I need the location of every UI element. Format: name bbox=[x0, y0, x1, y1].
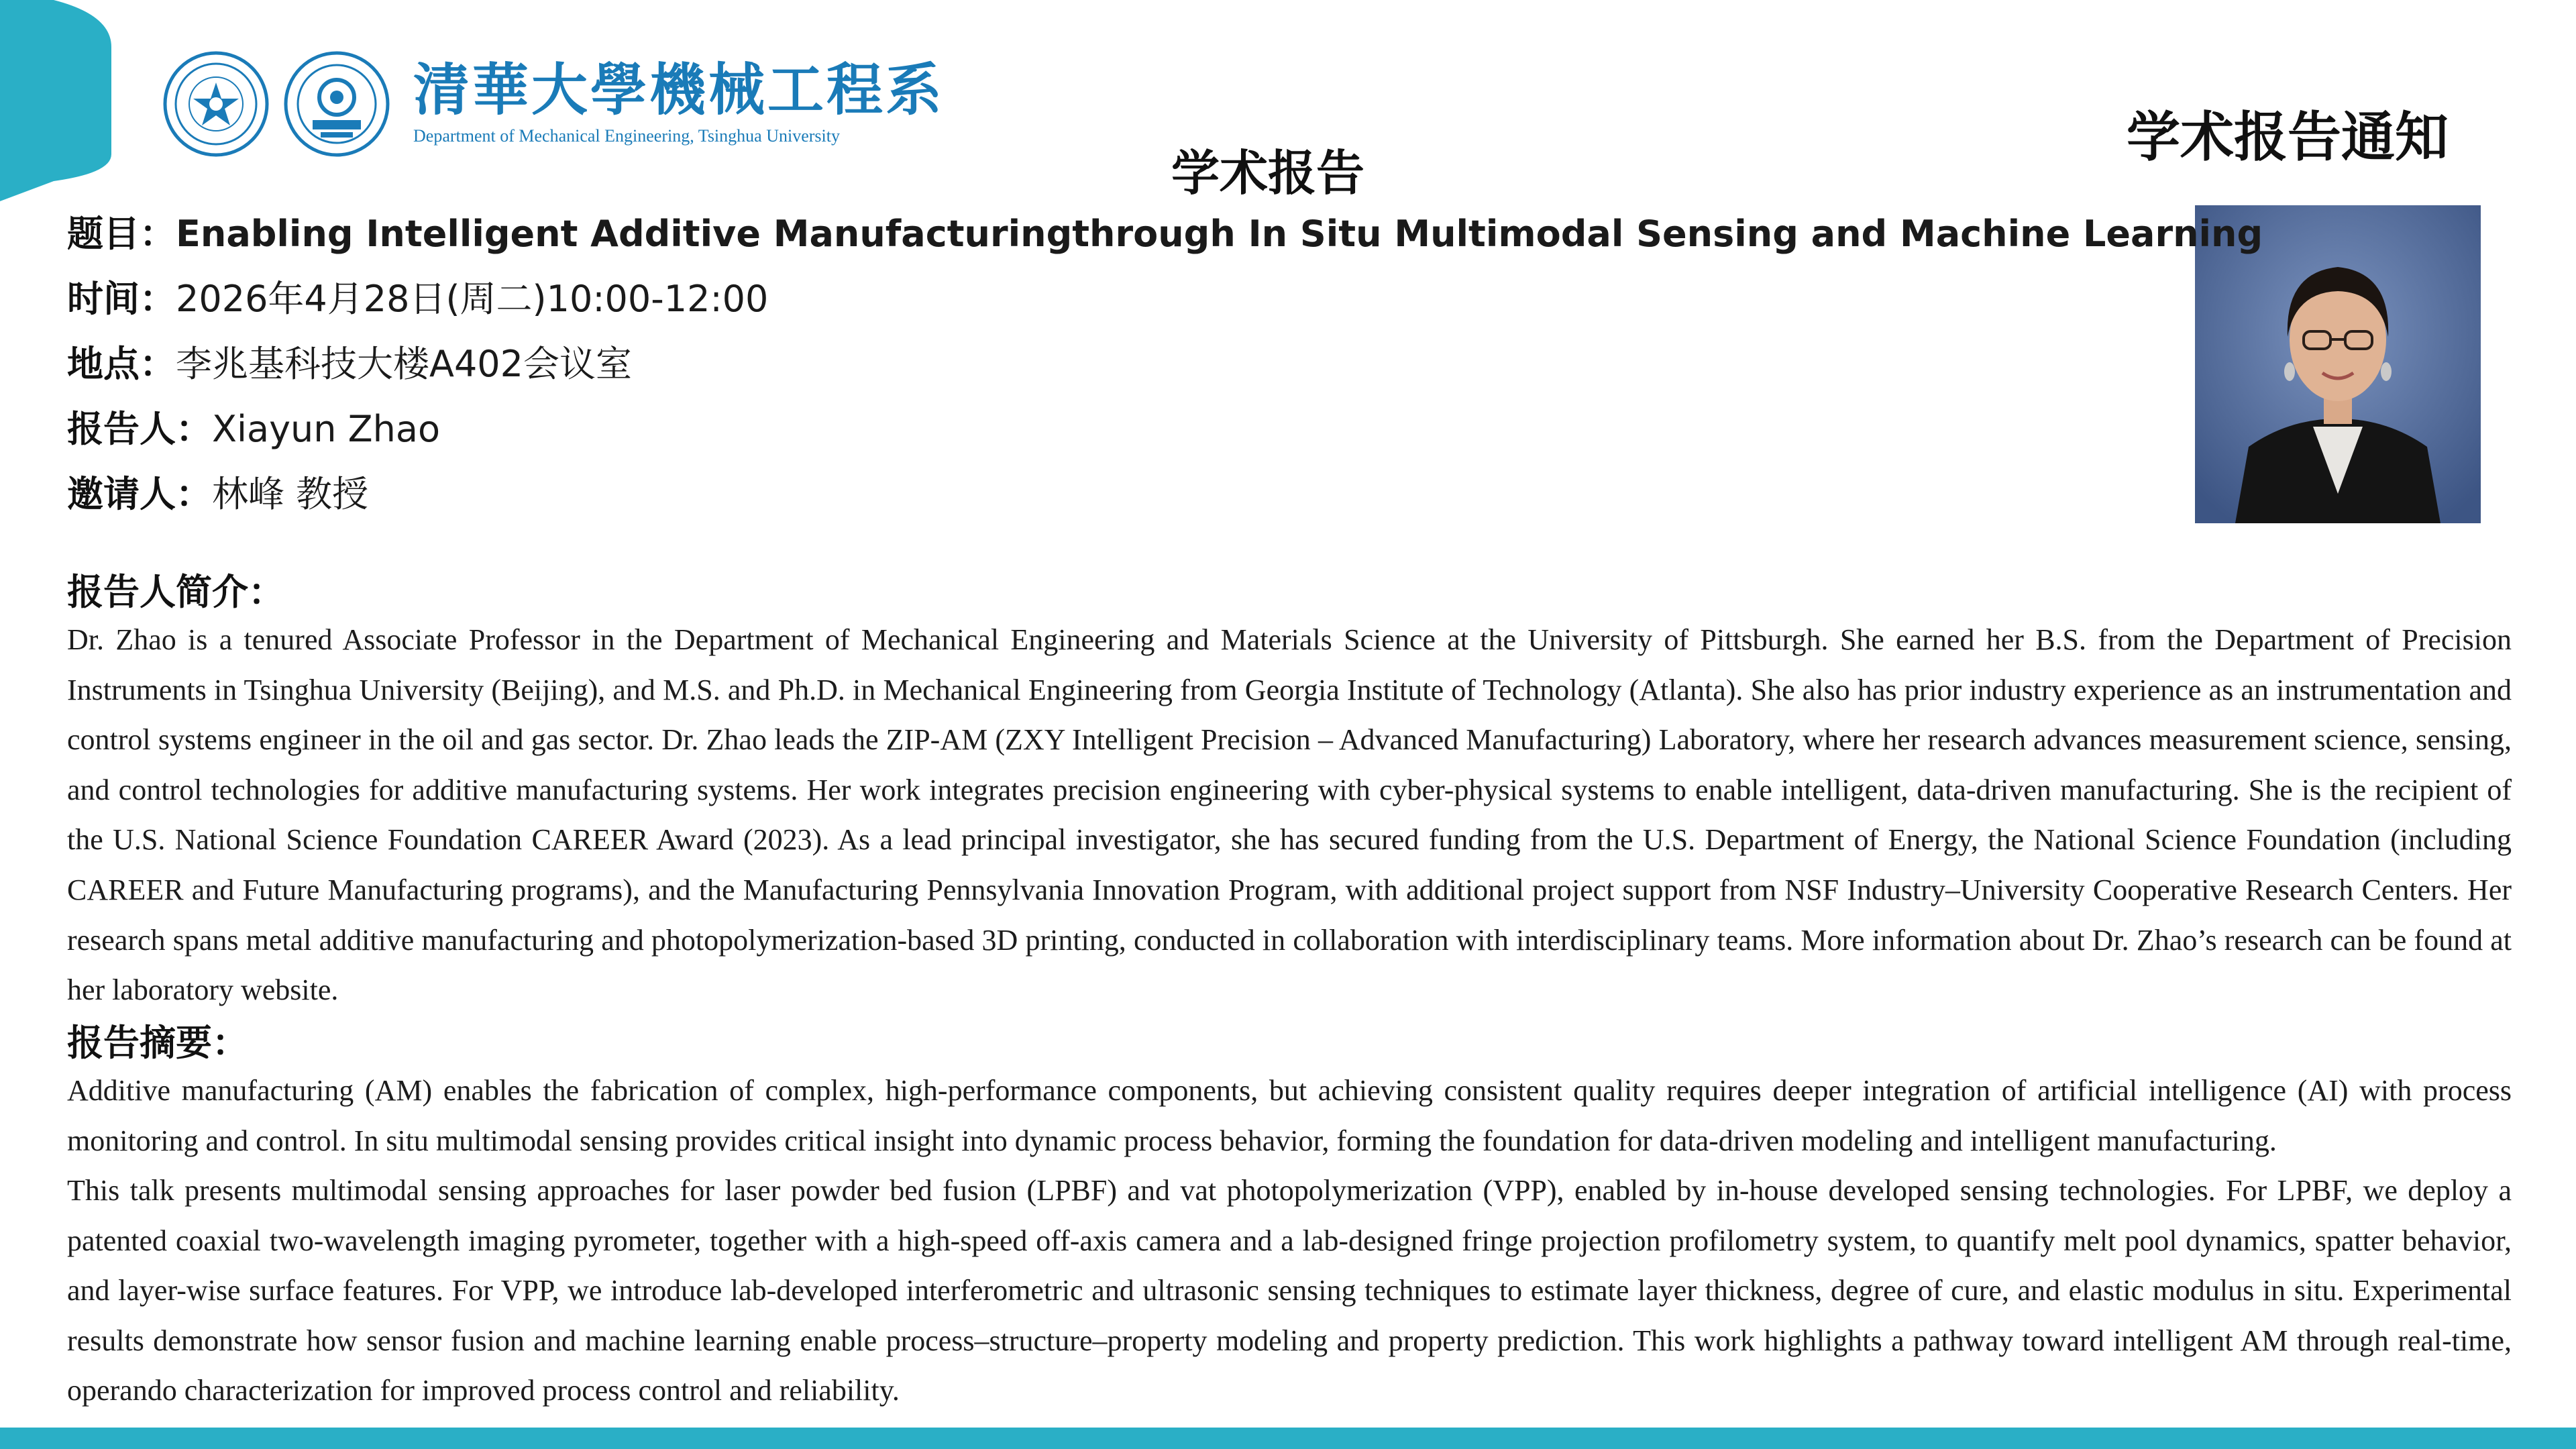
bottom-accent-bar bbox=[0, 1428, 2576, 1449]
time-label: 时间： bbox=[67, 278, 176, 320]
bio-heading: 报告人简介： bbox=[67, 571, 284, 613]
location-value: 李兆基科技大楼A402会议室 bbox=[176, 343, 633, 385]
topic-row bbox=[67, 201, 2263, 266]
time-value: 2026年4月28日(周二)10:00-12:00 bbox=[176, 278, 769, 320]
inviter-value: 林峰 教授 bbox=[212, 473, 369, 515]
inviter-label: 邀请人： bbox=[67, 473, 212, 515]
abstract-paragraph-2: This talk presents multimodal sensing approaches for laser powder bed fusion (LPBF) and vat photopolymerization (VPP), enabled by in-house developed sensing technologies. For LPBF, we deploy a patented coaxial two-wavelength imaging pyrometer, together with a high-speed off-axis camera and a lab-designed fringe projection profilometry system, to quantify melt pool dynamics, spatter behavior, and layer-wise surface features. For VPP, we introduce lab-developed interferometric and ultrasonic sensing techniques to estimate layer thickness, degree of cure, and elastic modulus in situ. Experimental results demonstrate how sensor fusion and machine learning enable process–structure–property modeling and property prediction. This work highlights a pathway toward intelligent AM through real-time, operando characterization for improved process control and reliability. bbox=[67, 1174, 2512, 1407]
speaker-value: Xiayun Zhao bbox=[212, 408, 441, 450]
department-name-en: Department of Mechanical Engineering, Tsinghua University bbox=[413, 126, 840, 146]
event-info bbox=[67, 201, 2263, 527]
location-label: 地点： bbox=[67, 343, 176, 385]
speaker-row bbox=[67, 396, 2174, 462]
abstract-heading: 报告摘要： bbox=[67, 1022, 248, 1064]
topic-label: 题目： bbox=[67, 213, 176, 255]
time-row bbox=[67, 266, 2174, 331]
abstract-paragraph-1: Additive manufacturing (AM) enables the fabrication of complex, high-performance components, but achieving consistent quality requires deeper integration of artificial intelligence (AI) with process monitoring and control. In situ multimodal sensing provides critical insight into dynamic process behavior, forming the foundation for data-driven modeling and intelligent manufacturing. bbox=[67, 1074, 2512, 1157]
bio-text: Dr. Zhao is a tenured Associate Professor in the Department of Mechanical Engineering and Materials Science at the University of Pittsburgh. She earned her B.S. from the Department of Precision Instruments in Tsinghua University (Beijing), and M.S. and Ph.D. in Mechanical Engineering from Georgia Institute of Technology (Atlanta). She also has prior industry experience as an instrumentation and control systems engineer in the oil and gas sector. Dr. Zhao leads the ZIP-AM (ZXY Intelligent Precision – Advanced Manufacturing) Laboratory, where her research advances measurement science, sensing, and control technologies for additive manufacturing systems. Her work integrates precision engineering with cyber-physical systems to enable intelligent, data-driven manufacturing. She is the recipient of the U.S. National Science Foundation CAREER Award (2023). As a lead principal investigator, she has secured funding from the U.S. Department of Energy, the National Science Foundation (including CAREER and Future Manufacturing programs), and the Manufacturing Pennsylvania Innovation Program, with additional project support from NSF Industry–University Cooperative Research Centers. Her research spans metal additive manufacturing and photopolymerization-based 3D printing, conducted in collaboration with interdisciplinary teams. More information about Dr. Zhao’s research can be found at her laboratory website. bbox=[67, 623, 2512, 1007]
university-name-cn: 清華大學機械工程系 bbox=[413, 56, 945, 123]
topic-value: Enabling Intelligent Additive Manufacturingthrough In Situ Multimodal Sensing and Machine Learning bbox=[176, 213, 2263, 255]
page-title: 学术报告 bbox=[1171, 145, 1364, 201]
speaker-label: 报告人： bbox=[67, 408, 212, 450]
notice-title: 学术报告通知 bbox=[2127, 106, 2449, 168]
location-row bbox=[67, 331, 2174, 396]
inviter-row bbox=[67, 462, 2174, 527]
